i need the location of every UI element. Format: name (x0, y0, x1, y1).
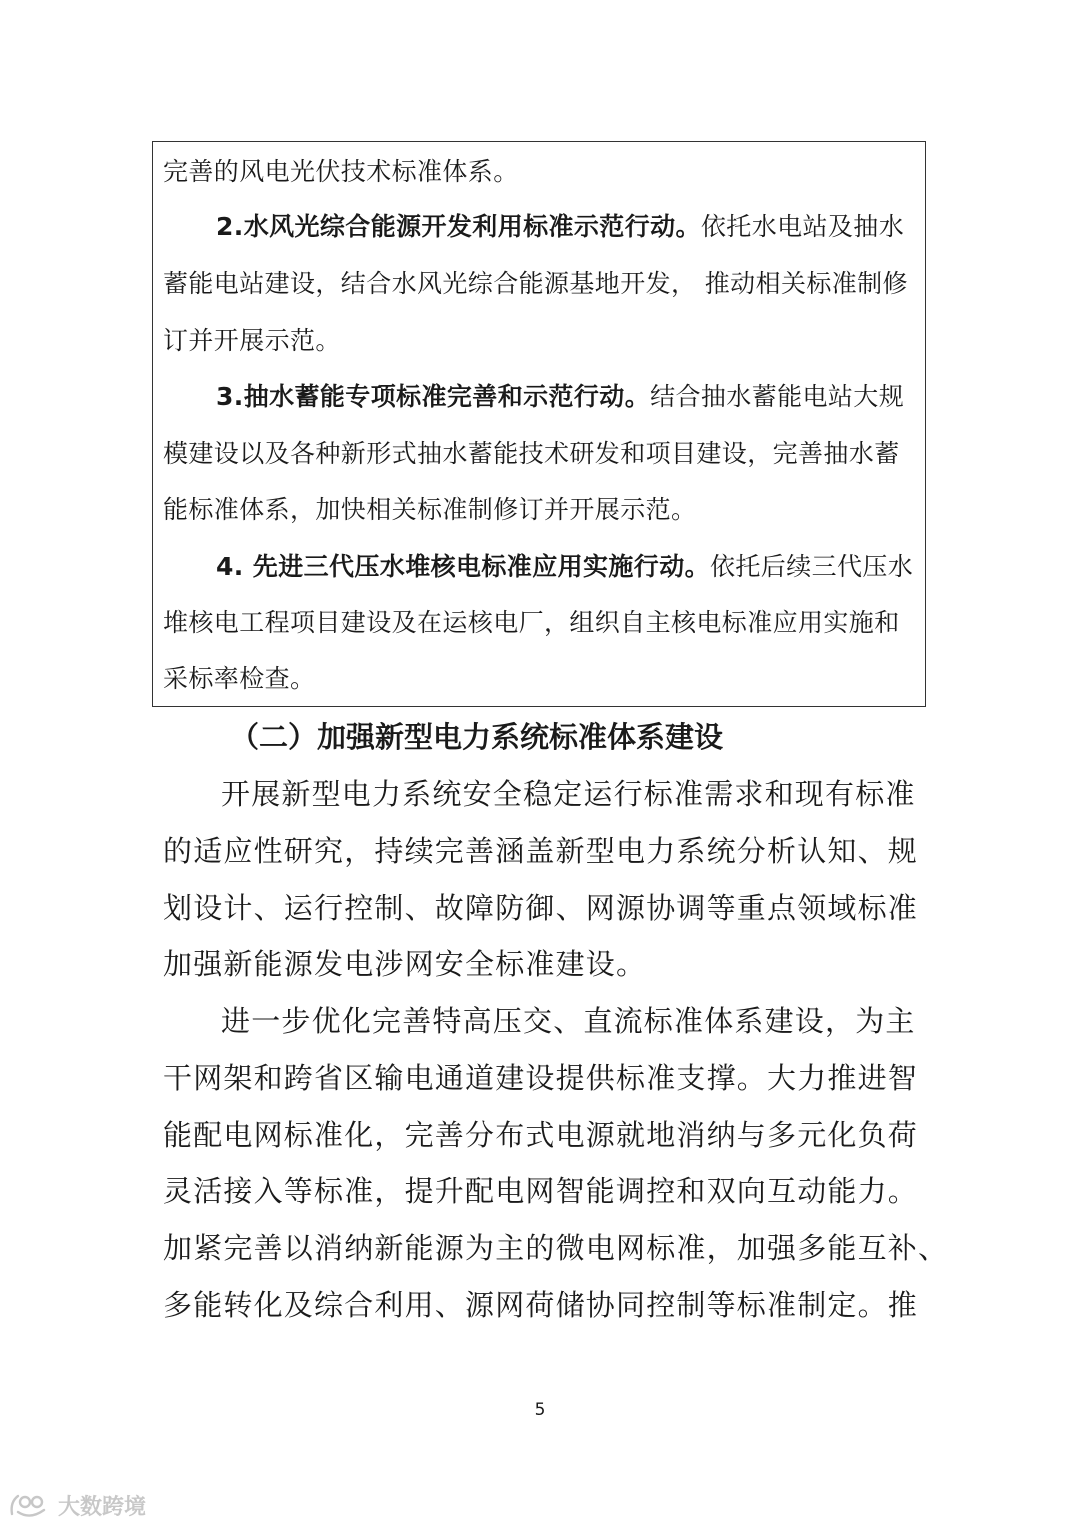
item-2-text: 依托水电站及抽水 (700, 212, 905, 241)
paragraph-2-line-2: 干网架和跨省区输电通道建设提供标准支撑。大力推进智 (163, 1061, 919, 1095)
item-3-title: 3.抽水蓄能专项标准完善和示范行动。 (216, 382, 651, 411)
item-4-title: 4. 先进三代压水堆核电标准应用实施行动。 (216, 552, 710, 581)
box-line-3: 蓄能电站建设，结合水风光综合能源基地开发， 推动相关标准制修 (163, 269, 908, 298)
logo-icon (8, 1490, 52, 1520)
box-line-6: 模建设以及各种新形式抽水蓄能技术研发和项目建设，完善抽水蓄 (163, 439, 900, 468)
paragraph-1-line-4: 加强新能源发电涉网安全标准建设。 (163, 947, 647, 981)
box-item-3-line (216, 382, 904, 412)
box-line-1: 完善的风电光伏技术标准体系。 (163, 157, 519, 186)
box-line-4: 订并开展示范。 (163, 326, 341, 355)
watermark-text: 大数跨境 (58, 1494, 147, 1520)
paragraph-1-line-2: 的适应性研究，持续完善涵盖新型电力系统分析认知、规 (163, 834, 919, 868)
box-line-7: 能标准体系，加快相关标准制修订并开展示范。 (163, 495, 697, 524)
box-line-10: 采标率检查。 (163, 664, 316, 693)
item-2-title: 2.水风光综合能源开发利用标准示范行动。 (216, 212, 701, 241)
section-heading: （二）加强新型电力系统标准体系建设 (230, 720, 724, 754)
paragraph-2-line-5: 加紧完善以消纳新能源为主的微电网标准，加强多能互补、 (163, 1231, 949, 1265)
paragraph-2-line-6: 多能转化及综合利用、源网荷储协同控制等标准制定。推 (163, 1288, 919, 1322)
watermark (8, 1488, 146, 1522)
item-4-text: 依托后续三代压水 (710, 552, 914, 581)
box-item-2-line (216, 212, 904, 242)
paragraph-2-line-3: 能配电网标准化，完善分布式电源就地消纳与多元化负荷 (163, 1118, 919, 1152)
page-number: 5 (534, 1400, 546, 1420)
box-item-4-line (216, 552, 913, 582)
paragraph-1-line-3: 划设计、运行控制、故障防御、网源协调等重点领域标准 (163, 891, 919, 925)
paragraph-2-line-1: 进一步优化完善特高压交、直流标准体系建设，为主 (221, 1004, 916, 1038)
paragraph-2-line-4: 灵活接入等标准，提升配电网智能调控和双向互动能力。 (163, 1174, 919, 1208)
box-line-9: 堆核电工程项目建设及在运核电厂，组织自主核电标准应用实施和 (163, 608, 900, 637)
paragraph-1-line-1: 开展新型电力系统安全稳定运行标准需求和现有标准 (221, 777, 916, 811)
item-3-text: 结合抽水蓄能电站大规 (650, 382, 905, 411)
